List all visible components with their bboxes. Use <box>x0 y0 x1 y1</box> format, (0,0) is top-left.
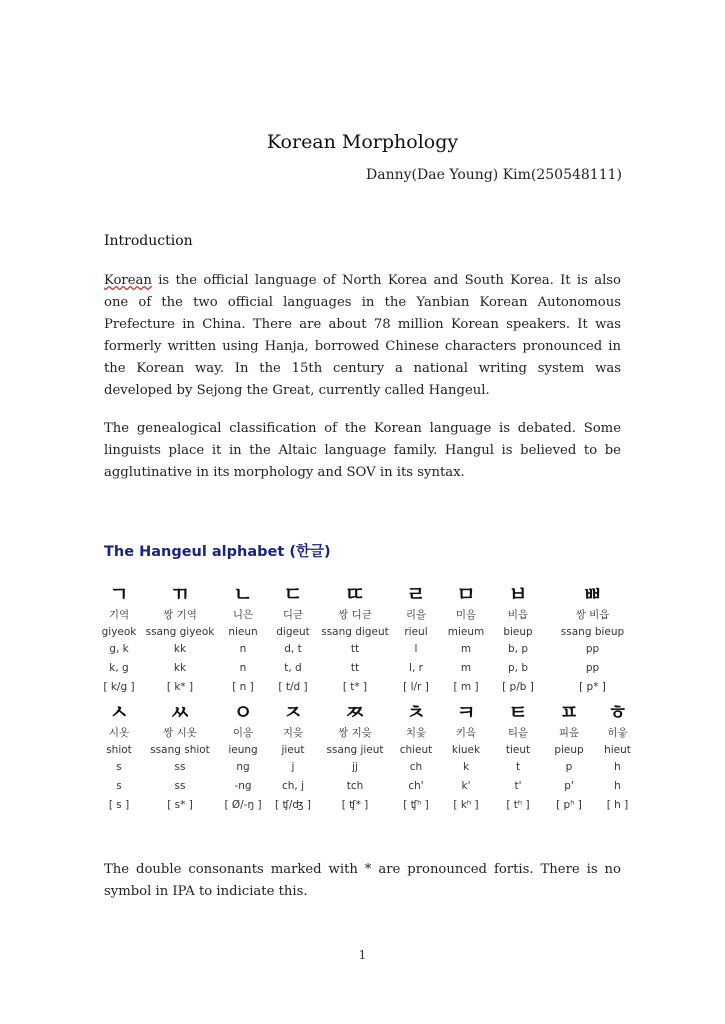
consonant-glyph: ㄸ <box>345 582 365 606</box>
consonant-glyph: ㅎ <box>607 700 628 724</box>
consonant-ipa: [ p/b ] <box>502 681 534 693</box>
consonant-glyph: ㄷ <box>283 582 303 606</box>
consonant-ipa: [ t* ] <box>342 681 368 693</box>
consonant-hangul-name: 쌍 기역 <box>163 609 197 621</box>
consonant-hangul-name: 피읖 <box>558 727 580 739</box>
consonant-romanized-name: chieut <box>399 743 433 756</box>
consonant-initial-value: kk <box>173 643 187 655</box>
alphabet-table-row-2 <box>96 698 641 815</box>
consonant-romanized-name: mieum <box>447 625 485 638</box>
consonant-ipa: [ ʧ* ] <box>341 799 369 811</box>
alphabet-table-2 <box>96 698 641 815</box>
consonant-final-value: ss <box>174 780 186 792</box>
consonant-final-value: m <box>460 662 472 674</box>
consonant-hangul-name: 미음 <box>455 609 477 621</box>
consonant-final-value: s <box>116 780 122 792</box>
consonant-final-value: l, r <box>409 662 423 674</box>
consonant-romanized-name: ieung <box>228 743 258 756</box>
consonant-initial-value: j <box>291 761 295 773</box>
consonant-ipa: [ ʧ/ʤ ] <box>275 799 311 811</box>
intro-paragraph-2: The genealogical classification of the Korean language is debated. Some linguists place it in the Altaic language family. Hangul is believed to be agglutinative in its morphology and SOV in its syntax. <box>104 421 621 480</box>
consonant-initial-value: m <box>460 643 472 655</box>
consonant-initial-value: s <box>116 761 122 773</box>
consonant-romanized-name: shiot <box>106 743 132 756</box>
consonant-final-value: h <box>614 780 621 792</box>
introduction-heading: Introduction <box>104 233 193 249</box>
consonant-glyph: ㄹ <box>406 582 426 606</box>
consonant-ipa: [ t/d ] <box>278 681 308 693</box>
consonant-hangul-name: 티읕 <box>507 727 529 739</box>
alphabet-name-row <box>96 741 641 758</box>
alphabet-initial-row <box>96 758 641 777</box>
consonant-hangul-name: 쌍 디귿 <box>338 609 372 621</box>
consonant-final-value: tt <box>350 662 360 674</box>
consonant-final-value: t, d <box>284 662 302 674</box>
consonant-hangul-name: 비읍 <box>507 609 529 621</box>
consonant-ipa: [ s ] <box>108 799 130 811</box>
consonant-initial-value: l <box>414 643 418 655</box>
page-number: 1 <box>358 948 367 962</box>
consonant-ipa: [ pʰ ] <box>556 799 582 811</box>
consonant-final-value: kk <box>173 662 187 674</box>
consonant-glyph: ㅈ <box>283 700 303 724</box>
consonant-romanized-name: pieup <box>554 743 584 756</box>
consonant-glyph: ㅊ <box>406 700 426 724</box>
consonant-romanized-name: bieup <box>503 625 533 638</box>
consonant-hangul-name: 시옷 <box>108 727 130 739</box>
consonant-initial-value: jj <box>352 761 358 773</box>
consonant-glyph: ㅋ <box>456 700 476 724</box>
consonant-hangul-name: 키읔 <box>455 727 477 739</box>
alphabet-table-1 <box>96 580 641 697</box>
alphabet-ipa-row <box>96 796 641 815</box>
consonant-final-value: pp <box>585 662 600 674</box>
consonant-hangul-name: 기역 <box>108 609 130 621</box>
consonant-glyph: ㅅ <box>109 700 129 724</box>
consonant-hangul-name: 쌍 지읒 <box>338 727 372 739</box>
consonant-final-value: ch' <box>408 780 424 792</box>
alphabet-heading: The Hangeul alphabet (한글) <box>104 544 331 560</box>
author-line: Danny(Dae Young) Kim(250548111) <box>366 167 622 183</box>
alphabet-final-row <box>96 777 641 796</box>
consonant-hangul-name: 지읒 <box>282 727 304 739</box>
consonant-glyph: ㅃ <box>582 582 603 606</box>
consonant-hangul-name: 리을 <box>405 609 427 621</box>
consonant-ipa: [ s* ] <box>167 799 193 811</box>
consonant-glyph: ㄱ <box>109 582 129 606</box>
consonant-glyph: ㅍ <box>559 700 579 724</box>
consonant-ipa: [ p* ] <box>579 681 606 693</box>
consonant-hangul-name: 치읓 <box>405 727 427 739</box>
consonant-final-value: ch, j <box>281 780 305 792</box>
consonant-romanized-name: ssang giyeok <box>145 625 215 638</box>
alphabet-final-row <box>96 659 641 678</box>
consonant-initial-value: tt <box>350 643 360 655</box>
consonant-ipa: [ Ø/-ŋ ] <box>224 799 262 811</box>
consonant-initial-value: b, p <box>507 643 528 655</box>
consonant-ipa: [ m ] <box>453 681 479 693</box>
consonant-romanized-name: ssang digeut <box>321 625 389 638</box>
intro-paragraph-1 <box>104 270 621 402</box>
consonant-initial-value: d, t <box>284 643 302 655</box>
consonant-hangul-name: 쌍 비읍 <box>575 609 610 621</box>
consonant-initial-value: ch <box>409 761 423 773</box>
consonant-initial-value: t <box>515 761 521 773</box>
consonant-glyph: ㄴ <box>233 582 253 606</box>
consonant-final-value: k, g <box>109 662 129 674</box>
consonant-final-value: p, b <box>507 662 528 674</box>
consonant-final-value: tch <box>346 780 364 792</box>
consonant-final-value: k' <box>461 780 471 792</box>
consonant-glyph: ㄲ <box>170 582 190 606</box>
consonant-glyph: ㅌ <box>508 700 528 724</box>
consonant-hangul-name: 이응 <box>232 727 254 739</box>
consonant-glyph: ㅇ <box>233 700 253 724</box>
consonant-initial-value: g, k <box>109 643 129 655</box>
alphabet-table-row-1 <box>96 580 641 697</box>
consonant-romanized-name: kiuek <box>451 743 481 756</box>
consonant-romanized-name: giyeok <box>101 625 137 638</box>
consonant-ipa: [ kʰ ] <box>453 799 479 811</box>
consonant-ipa: [ k* ] <box>166 681 194 693</box>
consonant-initial-value: p <box>565 761 573 773</box>
consonant-final-value: n <box>239 662 247 674</box>
consonant-hangul-name: 히읗 <box>607 727 628 739</box>
consonant-initial-value: ss <box>174 761 186 773</box>
consonant-ipa: [ h ] <box>606 799 629 811</box>
consonant-romanized-name: ssang jieut <box>326 743 384 756</box>
consonant-final-value: p' <box>564 780 574 792</box>
intro-paragraph-1-text: is the official language of North Korea and South Korea. It is also one of the two official languages in the Yanbian Korean Autonomous Prefecture in China. There are about 78 million Korean speakers. It was formerly written using Hanja, borrowed Chinese characters pronounced in the Korean way. In the 15th century a national writing system was developed by Sejong the Great, currently called Hangeul. <box>104 273 621 398</box>
consonant-initial-value: ng <box>236 761 250 773</box>
consonant-ipa: [ k/g ] <box>103 681 135 693</box>
consonant-ipa: [ n ] <box>232 681 254 693</box>
consonant-romanized-name: jieut <box>281 743 305 756</box>
consonant-initial-value: k <box>462 761 470 773</box>
alphabet-hangul-row <box>96 608 641 623</box>
consonant-initial-value: h <box>614 761 621 773</box>
consonant-ipa: [ l/r ] <box>403 681 429 693</box>
consonant-hangul-name: 디귿 <box>282 609 304 621</box>
consonant-romanized-name: rieul <box>404 625 428 638</box>
fortis-note-paragraph: The double consonants marked with * are pronounced fortis. There is no symbol in IPA to indiciate this. <box>104 862 621 899</box>
consonant-glyph: ㅂ <box>508 582 528 606</box>
consonant-hangul-name: 쌍 시옷 <box>163 727 197 739</box>
alphabet-name-row <box>96 623 641 640</box>
alphabet-glyph-row <box>96 698 641 726</box>
consonant-final-value: t' <box>514 780 522 792</box>
consonant-final-value: -ng <box>234 780 252 792</box>
consonant-initial-value: n <box>239 643 247 655</box>
consonant-romanized-name: ssang shiot <box>150 743 210 756</box>
consonant-initial-value: pp <box>585 643 600 655</box>
consonant-romanized-name: hieut <box>604 743 631 756</box>
consonant-romanized-name: ssang bieup <box>560 625 625 638</box>
alphabet-glyph-row <box>96 580 641 608</box>
alphabet-ipa-row <box>96 678 641 697</box>
consonant-romanized-name: digeut <box>276 625 310 638</box>
alphabet-hangul-row <box>96 726 641 741</box>
consonant-glyph: ㅁ <box>456 582 476 606</box>
keyword-korean: Korean <box>104 273 152 288</box>
consonant-romanized-name: tieut <box>505 743 531 756</box>
consonant-hangul-name: 니은 <box>232 609 254 621</box>
consonant-ipa: [ tʰ ] <box>506 799 530 811</box>
alphabet-initial-row <box>96 640 641 659</box>
consonant-glyph: ㅆ <box>170 700 190 724</box>
document-title: Korean Morphology <box>266 131 459 153</box>
consonant-glyph: ㅉ <box>345 700 365 724</box>
consonant-ipa: [ ʧʰ ] <box>403 799 429 811</box>
consonant-romanized-name: nieun <box>228 625 258 638</box>
